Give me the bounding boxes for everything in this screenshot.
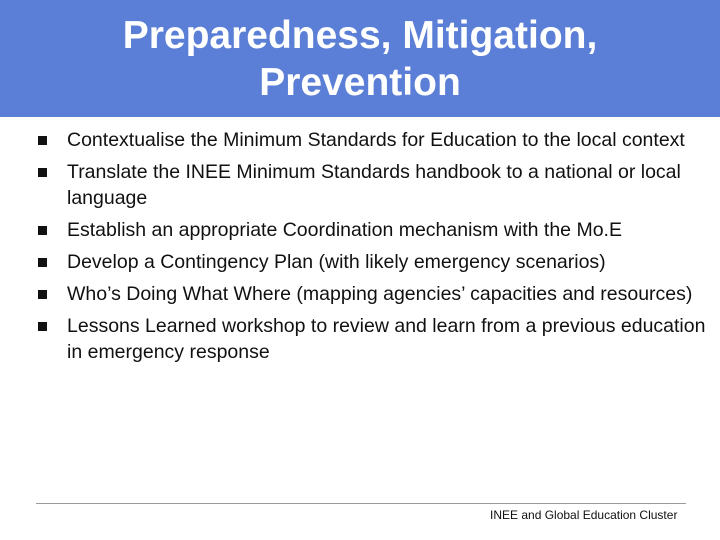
bullet-text: Lessons Learned workshop to review and learn from a previous education in emergency response (67, 315, 706, 363)
slide-title-line-1: Preparedness, Mitigation, (122, 13, 598, 57)
square-bullet-icon (38, 322, 47, 331)
bullet-text: Translate the INEE Minimum Standards handbook to a national or local language (67, 161, 681, 209)
bullet-item (38, 249, 710, 275)
square-bullet-icon (38, 168, 47, 177)
slide-title (60, 12, 660, 106)
bullet-text: Develop a Contingency Plan (with likely emergency scenarios) (67, 251, 606, 273)
bullet-text: Who’s Doing What Where (mapping agencies’ capacities and resources) (67, 283, 693, 305)
bullet-list (38, 127, 710, 371)
bullet-text: Contextualise the Minimum Standards for Education to the local context (67, 129, 685, 151)
square-bullet-icon (38, 136, 47, 145)
square-bullet-icon (38, 290, 47, 299)
title-bar (0, 0, 720, 117)
bullet-item (38, 127, 710, 153)
bullet-item (38, 217, 710, 243)
square-bullet-icon (38, 226, 47, 235)
slide-title-line-2: Prevention (259, 60, 461, 104)
bullet-item (38, 281, 710, 307)
footer-credit: INEE and Global Education Cluster (490, 508, 678, 522)
bullet-item (38, 159, 710, 211)
footer-divider (36, 503, 686, 504)
bullet-item (38, 313, 710, 365)
square-bullet-icon (38, 258, 47, 267)
bullet-text: Establish an appropriate Coordination mechanism with the Mo.E (67, 219, 622, 241)
